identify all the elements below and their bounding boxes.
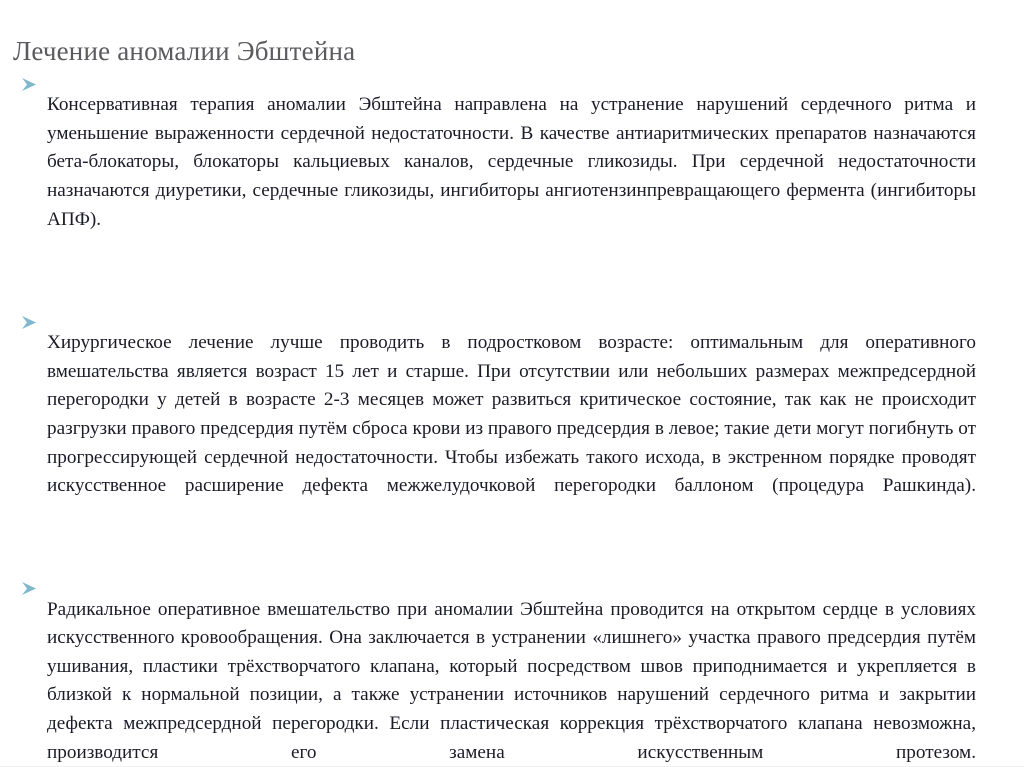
page-title: Лечение аномалии Эбштейна	[13, 36, 356, 67]
list-item-text: Радикальное оперативное вмешательство при аномалии Эбштейна проводится на открытом сердце в условиях искусственного кровообращения. Она заключается в устранении «лишнего» участка правого предсердия путём ушивания, пластики трёхстворчатого клапана, который посредством швов приподнимается и укрепляется в близкой к нормальной позиции, а также устранении источников нарушений сердечного ритма и закрытии дефекта межпредсердной перегородки. Если пластическая коррекция трёхстворчатого клапана невозможна, производится его замена искусственным протезом.	[47, 598, 976, 763]
arrow-right-bullet-icon	[21, 72, 47, 92]
arrow-right-bullet-icon	[21, 310, 47, 330]
list-item-text: Хирургическое лечение лучше проводить в подростковом возрасте: оптимальным для оперативного вмешательства является возраст 15 лет и старше. При отсутствии или небольших размерах межпредсердной перегородки у детей в возрасте 2-3 месяцев может развиться критическое состояние, так как не происходит разгрузки правого предсердия путём сброса крови из правого предсердия в левое; такие дети могут погибнуть от прогрессирующей сердечной недостаточности. Чтобы избежать такого исхода, в экстренном порядке проводят искусственное расширение дефекта межжелудочковой перегородки баллоном (процедура Рашкинда).	[47, 332, 976, 497]
list-item	[0, 72, 1024, 282]
list-item	[0, 576, 1024, 767]
list-item-text: Консервативная терапия аномалии Эбштейна направлена на устранение нарушений сердечного ритма и уменьшение выраженности сердечной недостаточности. В качестве антиаритмических препаратов назначаются бета-блокаторы, блокаторы кальциевых каналов, сердечные гликозиды. При сердечной недостаточности назначаются диуретики, сердечные гликозиды, ингибиторы ангиотензинпревращающего фермента (ингибиторы АПФ).	[47, 94, 976, 230]
list-item	[0, 310, 1024, 549]
bullet-list	[0, 72, 1024, 767]
arrow-right-bullet-icon	[21, 576, 47, 596]
